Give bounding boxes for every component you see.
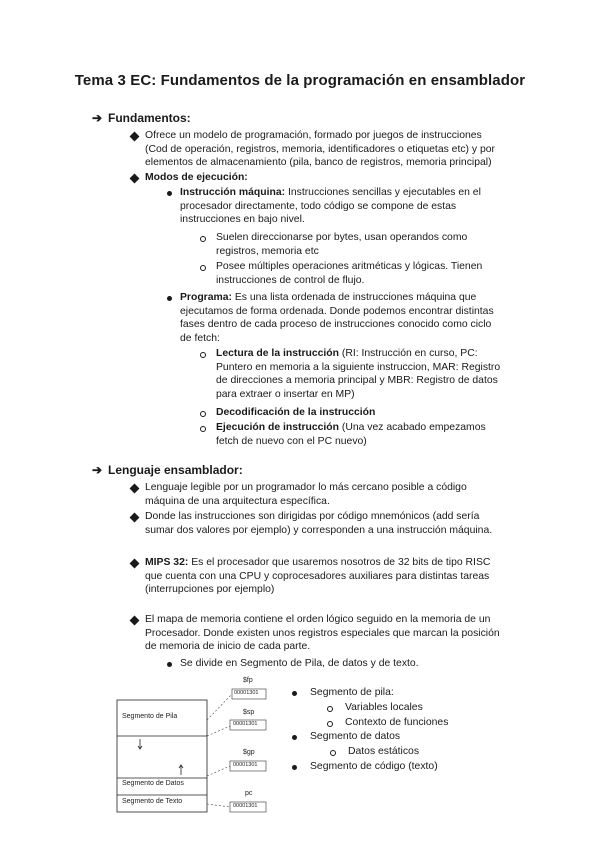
gp-value: 00001301 bbox=[233, 762, 258, 768]
segmento-datos-item: Segmento de datos bbox=[310, 731, 401, 742]
pc-label: pc bbox=[245, 790, 253, 797]
section-heading-fundamentos: Fundamentos: bbox=[108, 111, 191, 125]
dot-bullet-icon bbox=[292, 735, 297, 740]
segmento-codigo-item: Segmento de código (texto) bbox=[310, 761, 438, 772]
circle-bullet-icon bbox=[200, 426, 206, 432]
decodificacion-item: Decodificación de la instrucción bbox=[216, 407, 376, 418]
arrow-right-icon: ➔ bbox=[92, 463, 103, 477]
diamond-bullet-icon bbox=[130, 132, 140, 142]
segmento-pila-label: Segmento de Pila bbox=[122, 713, 178, 720]
instr-sub-item-1: Suelen direccionarse por bytes, usan operandos como registros, memoria etc bbox=[216, 232, 468, 257]
pc-connector bbox=[207, 804, 230, 807]
gp-connector bbox=[207, 766, 230, 776]
diamond-bullet-icon bbox=[130, 513, 140, 523]
programa-item: Programa: Es una lista ordenada de instrucciones máquina que ejecutamos de forma ordenada. Donde podemos encontrar distintas fases dentro de cada proceso de instrucciones conocido como ciclo de fetch: bbox=[180, 292, 494, 344]
arrow-right-icon: ➔ bbox=[92, 111, 103, 125]
sp-value: 00001301 bbox=[233, 721, 258, 727]
paragraph-mips: MIPS 32: Es el procesador que usaremos nosotros de 32 bits de tipo RISC que cuenta con una CPU y coprocesadores auxiliares para distintas tareas (interrupciones por ejemplo) bbox=[145, 557, 491, 596]
paragraph-lenguaje: Lenguaje legible por un programador lo más cercano posible a código máquina de una arquitectura específica. bbox=[145, 482, 467, 507]
paragraph-modelo: Ofrece un modelo de programación, formado por juegos de instrucciones (Cod de operación, registros, memoria, identificadores o etiquetas etc) y por elementos de almacenamiento (pila, banco de registros, memoria principal) bbox=[145, 130, 495, 169]
lectura-item: Lectura de la instrucción (RI: Instrucción en curso, PC: Puntero en memoria a la siguiente instruccion, MAR: Registro de direcciones a memoria principal y MBR: Registro de datos para extraer o insertar en MP) bbox=[216, 348, 501, 400]
paragraph-mapa: El mapa de memoria contiene el orden lógico seguido en la memoria de un Procesador. Donde existen unos registros especiales que marcan la posición de memoria de inicio de cada parte. bbox=[145, 614, 500, 653]
segmento-datos-label: Segmento de Datos bbox=[122, 780, 184, 787]
diamond-bullet-icon bbox=[130, 174, 140, 184]
sp-connector bbox=[207, 726, 230, 736]
instruccion-maquina-item: Instrucción máquina: Instrucciones sencillas y ejecutables en el procesador directamente, todo código se compone de estas instrucciones en bajo nivel. bbox=[180, 187, 481, 226]
fp-connector bbox=[207, 694, 232, 720]
divide-item: Se divide en Segmento de Pila, de datos y de texto. bbox=[180, 658, 419, 669]
dot-bullet-icon bbox=[292, 765, 297, 770]
dot-bullet-icon bbox=[167, 296, 172, 301]
paragraph-instrucciones: Donde las instrucciones son dirigidas por código mnemónicos (add sería sumar dos valores por ejemplo) y corresponden a una instrucción máquina. bbox=[145, 511, 493, 536]
segmento-texto-label: Segmento de Texto bbox=[122, 798, 183, 805]
gp-label: $gp bbox=[243, 749, 255, 756]
fp-value: 00001301 bbox=[234, 690, 259, 696]
datos-estaticos-item: Datos estáticos bbox=[348, 746, 420, 757]
sp-label: $sp bbox=[243, 709, 255, 716]
modos-heading: Modos de ejecución: bbox=[145, 172, 248, 183]
circle-bullet-icon bbox=[327, 721, 333, 727]
diamond-bullet-icon bbox=[130, 616, 140, 626]
diamond-bullet-icon bbox=[130, 484, 140, 494]
dot-bullet-icon bbox=[167, 191, 172, 196]
circle-bullet-icon bbox=[200, 411, 206, 417]
dot-bullet-icon bbox=[292, 691, 297, 696]
segmento-pila-item: Segmento de pila: bbox=[310, 687, 394, 698]
circle-bullet-icon bbox=[330, 750, 336, 756]
circle-bullet-icon bbox=[200, 236, 206, 242]
instr-sub-item-2: Posee múltiples operaciones aritméticas y lógicas. Tienen instrucciones de control de flujo. bbox=[216, 261, 483, 286]
page-title: Tema 3 EC: Fundamentos de la programación en ensamblador bbox=[74, 72, 526, 89]
circle-bullet-icon bbox=[200, 352, 206, 358]
contexto-funciones-item: Contexto de funciones bbox=[345, 717, 449, 728]
ejecucion-item: Ejecución de instrucción (Una vez acabado empezamos fetch de nuevo con el PC nuevo) bbox=[216, 422, 486, 447]
dot-bullet-icon bbox=[167, 662, 172, 667]
circle-bullet-icon bbox=[200, 265, 206, 271]
diamond-bullet-icon bbox=[130, 559, 140, 569]
fp-label: $fp bbox=[243, 677, 253, 684]
circle-bullet-icon bbox=[327, 706, 333, 712]
section-heading-ensamblador: Lenguaje ensamblador: bbox=[108, 463, 243, 477]
pc-value: 00001301 bbox=[233, 803, 258, 809]
variables-locales-item: Variables locales bbox=[345, 702, 423, 713]
